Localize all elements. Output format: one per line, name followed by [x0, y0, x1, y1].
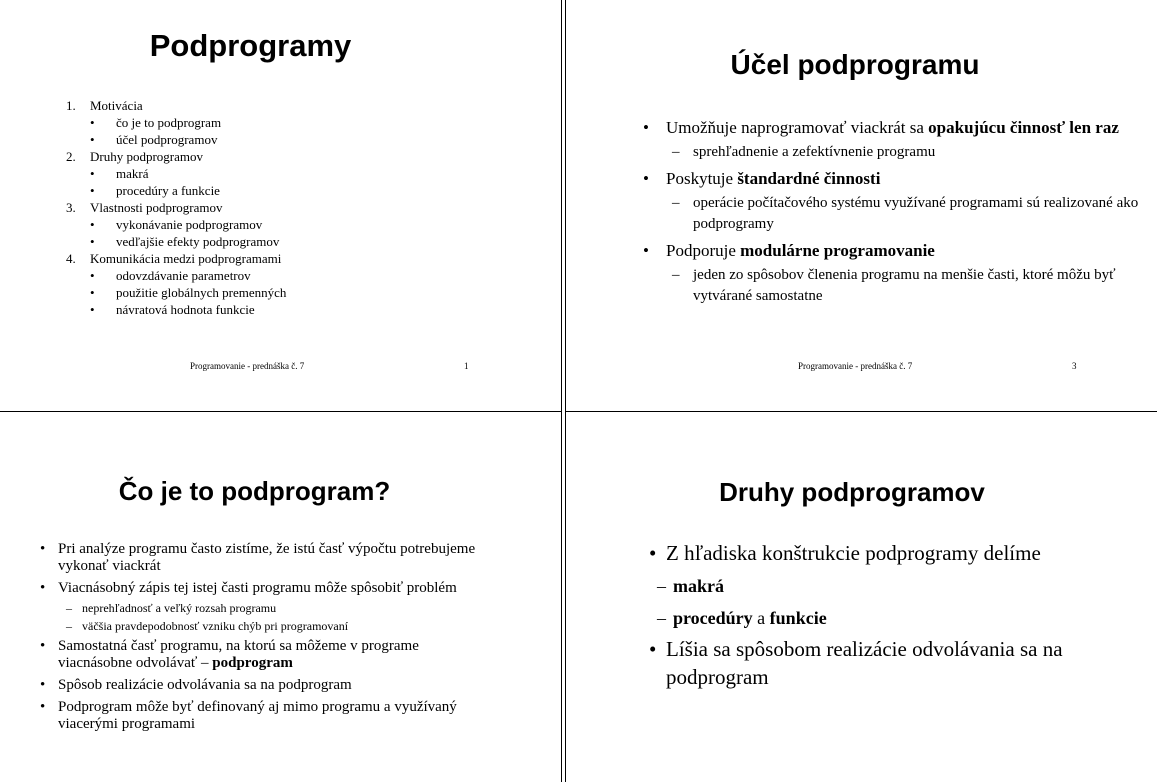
bullet-item [643, 239, 1143, 263]
slide-content [649, 539, 1109, 695]
sub-bullet-list [40, 599, 480, 635]
slide-co-je-to-podprogram [0, 413, 561, 782]
outline-subitem: • vykonávanie podprogramov [90, 216, 286, 233]
outline-subitem: • makrá [90, 165, 286, 182]
slide-podprogramy [0, 0, 561, 410]
outline-subitem: • použitie globálnych premenných [90, 284, 286, 301]
sub-bullet-connector: a [752, 608, 770, 628]
outline-number: 2. [66, 149, 76, 164]
sub-bullet-item: – jeden zo spôsobov členenia programu na menšie časti, ktoré môžu byť vytvárané samostatne [672, 265, 1143, 307]
sub-bullet-item: – operácie počítačového systému využívané programami sú realizované ako podprogramy [672, 193, 1143, 235]
bullet-bold-text: štandardné činnosti [737, 169, 881, 188]
bullet-item: • Líšia sa spôsobom realizácie odvolávania sa na podprogram [649, 635, 1109, 691]
slide-title: Čo je to podprogram? [118, 476, 391, 506]
slide-title: Účel podprogramu [730, 49, 980, 80]
sub-bullet-item [657, 603, 1109, 633]
outline-sublist [66, 216, 286, 250]
outline-sublist [66, 114, 286, 148]
bullet-item [40, 638, 480, 672]
outline-item [66, 148, 286, 199]
bullet-item: • Viacnásobný zápis tej istej časti programu môže spôsobiť problém [40, 580, 480, 597]
vertical-divider-right [565, 0, 566, 782]
outline-label: Druhy podprogramov [90, 149, 204, 164]
slide-content [40, 541, 480, 738]
outline-label: Motivácia [90, 98, 143, 113]
outline-number: 1. [66, 98, 76, 113]
outline-subitem: • odovzdávanie parametrov [90, 267, 286, 284]
sub-bullet-bold-text: makrá [673, 576, 724, 596]
outline-item [66, 250, 286, 318]
outline-subitem: • procedúry a funkcie [90, 182, 286, 199]
slide-ucel-podprogramu [567, 0, 1157, 410]
outline-subitem: • účel podprogramov [90, 131, 286, 148]
bullet-item: • Podprogram môže byť definovaný aj mimo programu a využívaný viacerými programami [40, 699, 480, 733]
sub-bullet-bold-text: funkcie [769, 608, 827, 628]
slide-title: Druhy podprogramov [719, 477, 985, 507]
outline-subitem: • čo je to podprogram [90, 114, 286, 131]
horizontal-divider-left [0, 411, 561, 412]
outline-number: 4. [66, 251, 76, 266]
bullet-text: Poskytuje [666, 169, 738, 188]
vertical-divider-left [561, 0, 562, 782]
bullet-text: Podporuje [666, 241, 741, 260]
slide-page-number: 1 [464, 361, 469, 371]
bullet-bold-text: modulárne programovanie [740, 241, 935, 260]
bullet-bold-text: opakujúcu činnosť len raz [928, 118, 1119, 137]
slide-footer: Programovanie - prednáška č. 7 [190, 361, 305, 371]
sub-bullet-item: – neprehľadnosť a veľký rozsah programu [66, 599, 480, 617]
bullet-bold-text: podprogram [212, 655, 293, 671]
outline-list [66, 97, 286, 318]
outline-number: 3. [66, 200, 76, 215]
outline-label: Komunikácia medzi podprogramami [90, 251, 282, 266]
bullet-item: • Z hľadiska konštrukcie podprogramy delíme [649, 539, 1109, 567]
slide-druhy-podprogramov [567, 413, 1157, 782]
outline-item [66, 199, 286, 250]
horizontal-divider-right [566, 411, 1157, 412]
slide-footer: Programovanie - prednáška č. 7 [798, 361, 913, 371]
bullet-item: • Pri analýze programu často zistíme, že istú časť výpočtu potrebujeme vykonať viackrát [40, 541, 480, 575]
sub-bullet-bold-text: procedúry [673, 608, 753, 628]
sub-bullet-item: – sprehľadnenie a zefektívnenie programu [672, 142, 1143, 163]
outline-item [66, 97, 286, 148]
outline-subitem: • vedľajšie efekty podprogramov [90, 233, 286, 250]
sub-bullet-item: – väčšia pravdepodobnosť vzniku chýb pri programovaní [66, 617, 480, 635]
bullet-item: • Spôsob realizácie odvolávania sa na podprogram [40, 677, 480, 694]
sub-bullet-item [657, 571, 1109, 601]
slide-page-number: 3 [1072, 361, 1077, 371]
outline-subitem: • návratová hodnota funkcie [90, 301, 286, 318]
outline-sublist [66, 267, 286, 318]
bullet-item [643, 116, 1143, 140]
outline-label: Vlastnosti podprogramov [90, 200, 223, 215]
bullet-item [643, 167, 1143, 191]
bullet-text: Umožňuje naprogramovať viackrát sa [666, 118, 929, 137]
bullet-text: Samostatná časť programu, na ktorú sa môžeme v programe viacnásobne odvolávať – [58, 638, 419, 671]
slide-title: Podprogramy [149, 28, 352, 63]
slide-content [643, 116, 1143, 311]
outline-sublist [66, 165, 286, 199]
